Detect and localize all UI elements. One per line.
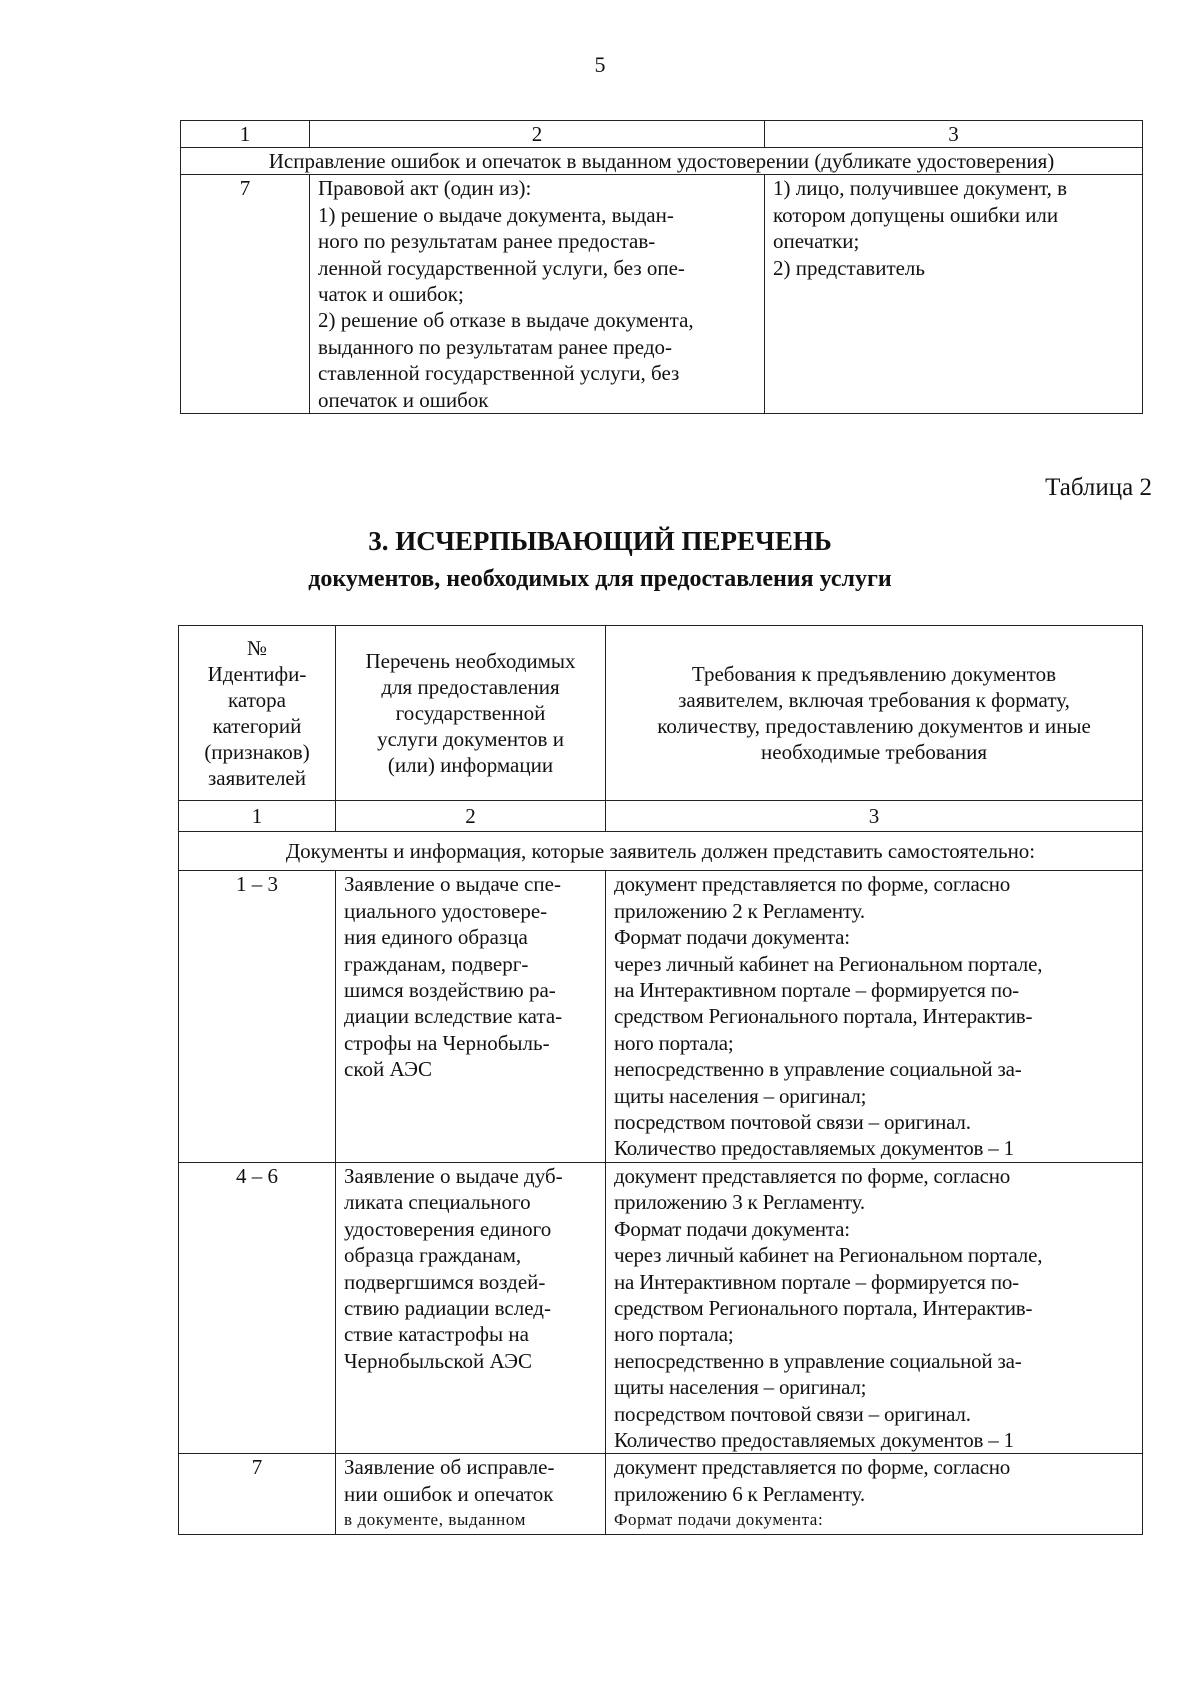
text-line: ствию радиации вслед-	[344, 1295, 551, 1320]
text-line: ствие катастрофы на	[344, 1322, 529, 1347]
column-number: 3	[606, 801, 1143, 832]
text-line: заявителем, включая требования к формату,	[678, 688, 1070, 712]
text-line: катора	[228, 688, 286, 712]
text-line: посредством почтовой связи – оригинал.	[614, 1110, 971, 1135]
table-row	[181, 175, 1143, 414]
column-number: 1	[181, 121, 310, 148]
text-line: подвергшимся воздей-	[344, 1269, 546, 1294]
section-row	[179, 832, 1143, 871]
table-row	[179, 871, 1143, 1162]
text-line: на Интерактивном портале – формируется по-	[614, 978, 1019, 1003]
text-line: документ представляется по форме, согласно	[614, 1163, 1011, 1188]
text-line: в документе, выданном	[344, 1510, 526, 1530]
text-line: Заявление о выдаче спе-	[344, 872, 561, 897]
document-name-cell	[336, 1454, 606, 1534]
header-document-list	[336, 626, 606, 801]
row-id: 7	[181, 175, 310, 414]
text-line: опечатки;	[773, 229, 860, 254]
text-line: ликата специального	[344, 1190, 531, 1215]
text-line: приложению 3 к Регламенту.	[614, 1190, 865, 1215]
text-line: услуги документов и	[377, 727, 564, 751]
text-line: ленной государственной услуги, без опе-	[318, 255, 685, 280]
text-line: непосредственно в управление социальной за-	[614, 1057, 1022, 1082]
text-line: удостоверения единого	[344, 1216, 552, 1241]
requirements-cell	[606, 1162, 1143, 1453]
table-row	[179, 1454, 1143, 1534]
text-line: заявителей	[208, 766, 306, 790]
text-line: выданного по результатам ранее предо-	[318, 334, 673, 359]
section-subtitle: документов, необходимых для предоставления услуги	[308, 566, 892, 592]
column-number: 2	[336, 801, 606, 832]
header-category-id	[179, 626, 336, 801]
text-line: щиты населения – оригинал;	[614, 1083, 867, 1108]
text-line: Перечень необходимых	[365, 649, 576, 673]
text-line: нии ошибок и опечаток	[344, 1481, 554, 1506]
table-row	[179, 1162, 1143, 1453]
text-line: государственной	[395, 701, 546, 725]
text-line: (признаков)	[204, 740, 310, 764]
requirements-cell	[606, 1454, 1143, 1534]
applicant-cell	[765, 175, 1143, 414]
text-line: Количество предоставляемых документов – 1	[614, 1136, 1014, 1161]
row-id: 4 – 6	[179, 1162, 336, 1453]
text-line: Заявление о выдаче дуб-	[344, 1163, 563, 1188]
text-line: через личный кабинет на Региональном портале,	[614, 1243, 1043, 1268]
header-requirements	[606, 626, 1143, 801]
text-line: на Интерактивном портале – формируется по-	[614, 1269, 1019, 1294]
text-line: шимся воздействию ра-	[344, 978, 556, 1003]
text-line: непосредственно в управление социальной за-	[614, 1348, 1022, 1373]
page-number: 5	[594, 52, 606, 77]
text-line: посредством почтовой связи – оригинал.	[614, 1401, 971, 1426]
text-line: чаток и ошибок;	[318, 282, 464, 307]
text-line: 2) решение об отказе в выдаче документа,	[318, 308, 694, 333]
section-heading: Документы и информация, которые заявитель должен представить самостоятельно:	[179, 832, 1143, 871]
text-line: Количество предоставляемых документов – 1	[614, 1427, 1014, 1452]
text-line: 1) решение о выдаче документа, выдан-	[318, 202, 674, 227]
text-line: Правовой акт (один из):	[318, 176, 532, 201]
text-line: Заявление об исправле-	[344, 1455, 555, 1480]
column-number: 1	[179, 801, 336, 832]
text-line: 2) представитель	[773, 255, 925, 280]
text-line: котором допущены ошибки или	[773, 202, 1059, 227]
column-number: 2	[310, 121, 765, 148]
text-line: Формат подачи документа:	[614, 1510, 824, 1530]
table-label: Таблица 2	[1045, 474, 1152, 501]
text-line: гражданам, подверг-	[344, 951, 529, 976]
text-line: приложению 6 к Регламенту.	[614, 1481, 865, 1506]
legal-act-cell	[310, 175, 765, 414]
text-line: для предоставления	[381, 675, 560, 699]
text-line: (или) информации	[387, 753, 554, 777]
column-number: 3	[765, 121, 1143, 148]
text-line: диации вследствие ката-	[344, 1004, 563, 1029]
section-row	[181, 148, 1143, 175]
text-line: ставленной государственной услуги, без	[318, 361, 680, 386]
documents-table	[178, 625, 1143, 1535]
column-number-row	[181, 121, 1143, 148]
document-name-cell	[336, 1162, 606, 1453]
text-line: опечаток и ошибок	[318, 387, 489, 412]
text-line: ного по результатам ранее предостав-	[318, 229, 656, 254]
text-line: средством Регионального портала, Интерактив-	[614, 1004, 1033, 1029]
text-line: документ представляется по форме, согласно	[614, 1455, 1011, 1480]
text-line: образца гражданам,	[344, 1243, 522, 1268]
row-id: 7	[179, 1454, 336, 1534]
text-line: Формат подачи документа:	[614, 925, 850, 950]
text-line: документ представляется по форме, согласно	[614, 872, 1011, 897]
continuation-table	[180, 120, 1143, 414]
text-line: Требования к предъявлению документов	[691, 662, 1057, 686]
text-line: категорий	[212, 714, 302, 738]
table-header-row	[179, 626, 1143, 801]
text-line: количеству, предоставлению документов и иные	[657, 714, 1091, 738]
text-line: средством Регионального портала, Интерактив-	[614, 1295, 1033, 1320]
text-line: Идентифи-	[207, 662, 307, 686]
column-number-row	[179, 801, 1143, 832]
text-line: строфы на Чернобыль-	[344, 1030, 550, 1055]
section-heading: Исправление ошибок и опечаток в выданном удостоверении (дубликате удостоверения)	[181, 148, 1143, 175]
text-line: ного портала;	[614, 1322, 734, 1347]
text-line: Формат подачи документа:	[614, 1216, 850, 1241]
text-line: щиты населения – оригинал;	[614, 1375, 867, 1400]
section-title: 3. ИСЧЕРПЫВАЮЩИЙ ПЕРЕЧЕНЬ	[368, 526, 832, 556]
text-line: необходимые требования	[761, 740, 987, 764]
requirements-cell	[606, 871, 1143, 1162]
text-line: приложению 2 к Регламенту.	[614, 898, 865, 923]
text-line: 1) лицо, получившее документ, в	[773, 176, 1068, 201]
text-line: ного портала;	[614, 1030, 734, 1055]
text-line: циального удостовере-	[344, 898, 548, 923]
text-line: №	[246, 636, 268, 660]
row-id: 1 – 3	[179, 871, 336, 1162]
text-line: Чернобыльской АЭС	[344, 1348, 533, 1373]
text-line: ской АЭС	[344, 1057, 432, 1082]
text-line: через личный кабинет на Региональном портале,	[614, 951, 1043, 976]
text-line: ния единого образца	[344, 925, 528, 950]
document-name-cell	[336, 871, 606, 1162]
